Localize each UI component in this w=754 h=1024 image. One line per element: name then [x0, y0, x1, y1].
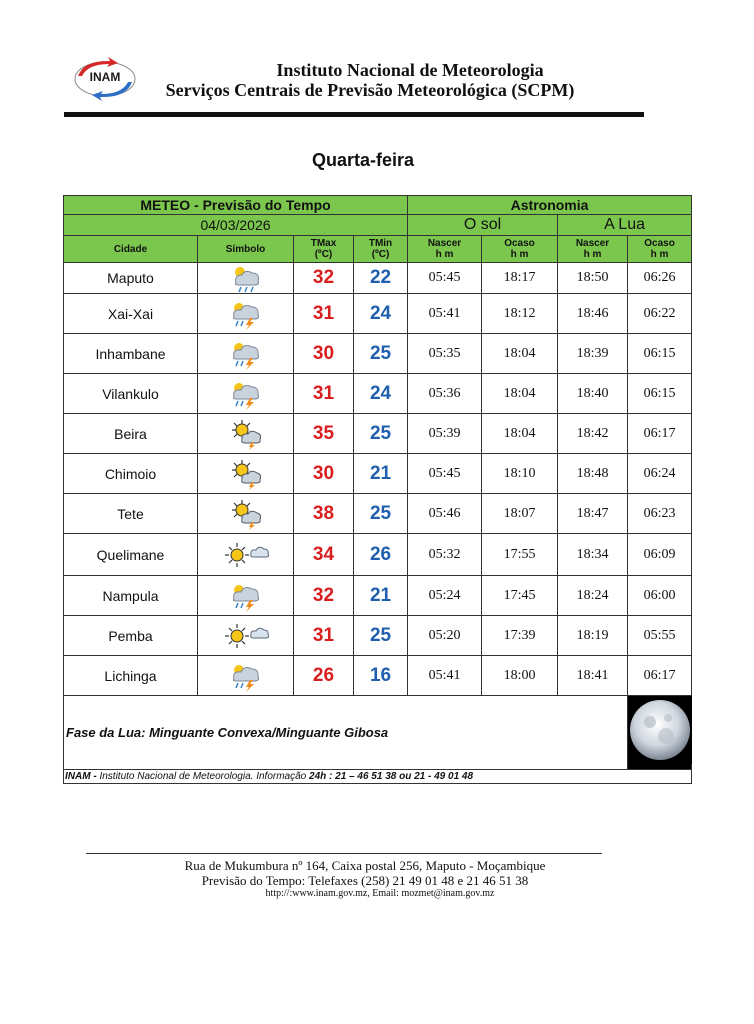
moonrise-time: 18:19 [558, 616, 628, 656]
moonset-time: 06:15 [628, 374, 692, 414]
sun-storm-icon [198, 494, 294, 534]
city-name: Inhambane [64, 334, 198, 374]
thunderstorm-icon [228, 338, 264, 370]
sunset-time: 18:04 [482, 334, 558, 374]
sun-cloud-icon [221, 540, 271, 570]
moonrise-time: 18:40 [558, 374, 628, 414]
tmax-value: 35 [294, 414, 354, 454]
forecast-table [63, 195, 692, 784]
table-row [64, 454, 692, 494]
moonrise-time: 18:50 [558, 263, 628, 294]
sun-title: O sol [408, 215, 558, 236]
sunrise-time: 05:20 [408, 616, 482, 656]
thunderstorm-icon [198, 374, 294, 414]
web-email-line: http://:www.inam.gov.mz, Email: mozmet@inam.gov.mz [265, 888, 495, 899]
sunrise-time: 05:41 [408, 656, 482, 696]
moonset-time: 05:55 [628, 616, 692, 656]
table-row [64, 576, 692, 616]
city-name: Lichinga [64, 656, 198, 696]
col-city: Cidade [64, 236, 198, 263]
sunrise-time: 05:39 [408, 414, 482, 454]
table-row [64, 414, 692, 454]
table-row [64, 616, 692, 656]
moonset-time: 06:17 [628, 414, 692, 454]
thunderstorm-icon [228, 298, 264, 330]
sunrise-time: 05:46 [408, 494, 482, 534]
sunset-time: 18:12 [482, 294, 558, 334]
tmax-value: 26 [294, 656, 354, 696]
tmax-value: 30 [294, 334, 354, 374]
tmax-value: 32 [294, 263, 354, 294]
thunderstorm-icon [198, 334, 294, 374]
moonrise-time: 18:46 [558, 294, 628, 334]
tmin-value: 21 [354, 454, 408, 494]
tmax-value: 30 [294, 454, 354, 494]
city-name: Chimoio [64, 454, 198, 494]
col-sunset: Ocaso h m [482, 236, 558, 263]
tmin-value: 21 [354, 576, 408, 616]
moonrise-time: 18:39 [558, 334, 628, 374]
tmin-value: 25 [354, 494, 408, 534]
city-name: Quelimane [64, 534, 198, 576]
tmin-value: 24 [354, 374, 408, 414]
moonrise-time: 18:34 [558, 534, 628, 576]
sun-cloud-icon [198, 616, 294, 656]
sunrise-time: 05:45 [408, 454, 482, 494]
cloud-rain-icon [228, 263, 264, 293]
moonset-time: 06:17 [628, 656, 692, 696]
astronomy-title: Astronomia [408, 196, 692, 215]
table-row [64, 374, 692, 414]
tmin-value: 25 [354, 334, 408, 374]
sunrise-time: 05:24 [408, 576, 482, 616]
phone-line: Previsão do Tempo: Telefaxes (258) 21 49 01 48 e 21 46 51 38 [201, 873, 529, 888]
forecast-date: 04/03/2026 [64, 215, 408, 236]
col-symbol: Símbolo [198, 236, 294, 263]
sunrise-time: 05:41 [408, 294, 482, 334]
sunset-time: 17:45 [482, 576, 558, 616]
table-row [64, 494, 692, 534]
table-row [64, 294, 692, 334]
tmin-value: 22 [354, 263, 408, 294]
sun-storm-icon [228, 458, 264, 490]
moonrise-time: 18:24 [558, 576, 628, 616]
table-row [64, 534, 692, 576]
thunderstorm-icon [228, 660, 264, 692]
sun-storm-icon [228, 498, 264, 530]
moonset-time: 06:00 [628, 576, 692, 616]
col-tmax: TMax (ºC) [294, 236, 354, 263]
full-moon-icon [628, 696, 692, 764]
sun-cloud-icon [198, 534, 294, 576]
tmin-value: 24 [354, 294, 408, 334]
moonrise-time: 18:48 [558, 454, 628, 494]
sunrise-time: 05:45 [408, 263, 482, 294]
moonset-time: 06:23 [628, 494, 692, 534]
tmin-value: 16 [354, 656, 408, 696]
tmax-value: 31 [294, 294, 354, 334]
city-name: Pemba [64, 616, 198, 656]
header-rule [64, 112, 644, 117]
thunderstorm-icon [228, 580, 264, 612]
tmin-value: 26 [354, 534, 408, 576]
moonrise-time: 18:41 [558, 656, 628, 696]
sunset-time: 18:04 [482, 374, 558, 414]
sunset-time: 18:04 [482, 414, 558, 454]
sunset-time: 18:17 [482, 263, 558, 294]
thunderstorm-icon [198, 576, 294, 616]
sunrise-time: 05:36 [408, 374, 482, 414]
city-name: Beira [64, 414, 198, 454]
moon-phase: Fase da Lua: Minguante Convexa/Minguante Gibosa [64, 696, 628, 770]
service-name: Serviços Centrais de Previsão Meteorológica (SCPM) [165, 80, 575, 100]
sun-storm-icon [228, 418, 264, 450]
city-name: Tete [64, 494, 198, 534]
city-name: Maputo [64, 263, 198, 294]
moonset-time: 06:26 [628, 263, 692, 294]
letterhead [0, 0, 754, 125]
moonrise-time: 18:42 [558, 414, 628, 454]
thunderstorm-icon [198, 656, 294, 696]
city-name: Vilankulo [64, 374, 198, 414]
tmax-value: 38 [294, 494, 354, 534]
day-title: Quarta-feira [311, 150, 415, 170]
tmin-value: 25 [354, 616, 408, 656]
thunderstorm-icon [198, 294, 294, 334]
forecast-title: METEO - Previsão do Tempo [64, 196, 408, 215]
moonset-time: 06:09 [628, 534, 692, 576]
sunrise-time: 05:35 [408, 334, 482, 374]
tmax-value: 31 [294, 616, 354, 656]
tmax-value: 32 [294, 576, 354, 616]
table-footer: INAM - Instituto Nacional de Meteorologia. Informação 24h : 21 – 46 51 38 ou 21 - 49 01 48 [64, 770, 692, 784]
moonset-time: 06:15 [628, 334, 692, 374]
sunrise-time: 05:32 [408, 534, 482, 576]
moonset-time: 06:24 [628, 454, 692, 494]
sunset-time: 18:10 [482, 454, 558, 494]
city-name: Xai-Xai [64, 294, 198, 334]
table-row [64, 656, 692, 696]
sunset-time: 18:00 [482, 656, 558, 696]
footer-rule [86, 853, 602, 854]
tmin-value: 25 [354, 414, 408, 454]
table-row [64, 263, 692, 294]
tmax-value: 31 [294, 374, 354, 414]
col-sunrise: Nascer h m [408, 236, 482, 263]
thunderstorm-icon [228, 378, 264, 410]
sunset-time: 17:39 [482, 616, 558, 656]
table-row [64, 334, 692, 374]
institute-name: Instituto Nacional de Meteorologia [276, 60, 544, 80]
cloud-rain-icon [198, 263, 294, 294]
city-name: Nampula [64, 576, 198, 616]
tmax-value: 34 [294, 534, 354, 576]
sun-cloud-icon [221, 621, 271, 651]
sun-storm-icon [198, 454, 294, 494]
moonset-time: 06:22 [628, 294, 692, 334]
address-line: Rua de Mukumbura nº 164, Caixa postal 256, Maputo - Moçambique [184, 858, 546, 873]
moon-title: A Lua [558, 215, 692, 236]
inam-logo [70, 56, 140, 102]
sunset-time: 18:07 [482, 494, 558, 534]
sunset-time: 17:55 [482, 534, 558, 576]
moon-cell [628, 696, 692, 770]
col-moonset: Ocaso h m [628, 236, 692, 263]
moonrise-time: 18:47 [558, 494, 628, 534]
col-moonrise: Nascer h m [558, 236, 628, 263]
col-tmin: TMin (ºC) [354, 236, 408, 263]
logo-text: INAM [89, 70, 121, 84]
sun-storm-icon [198, 414, 294, 454]
